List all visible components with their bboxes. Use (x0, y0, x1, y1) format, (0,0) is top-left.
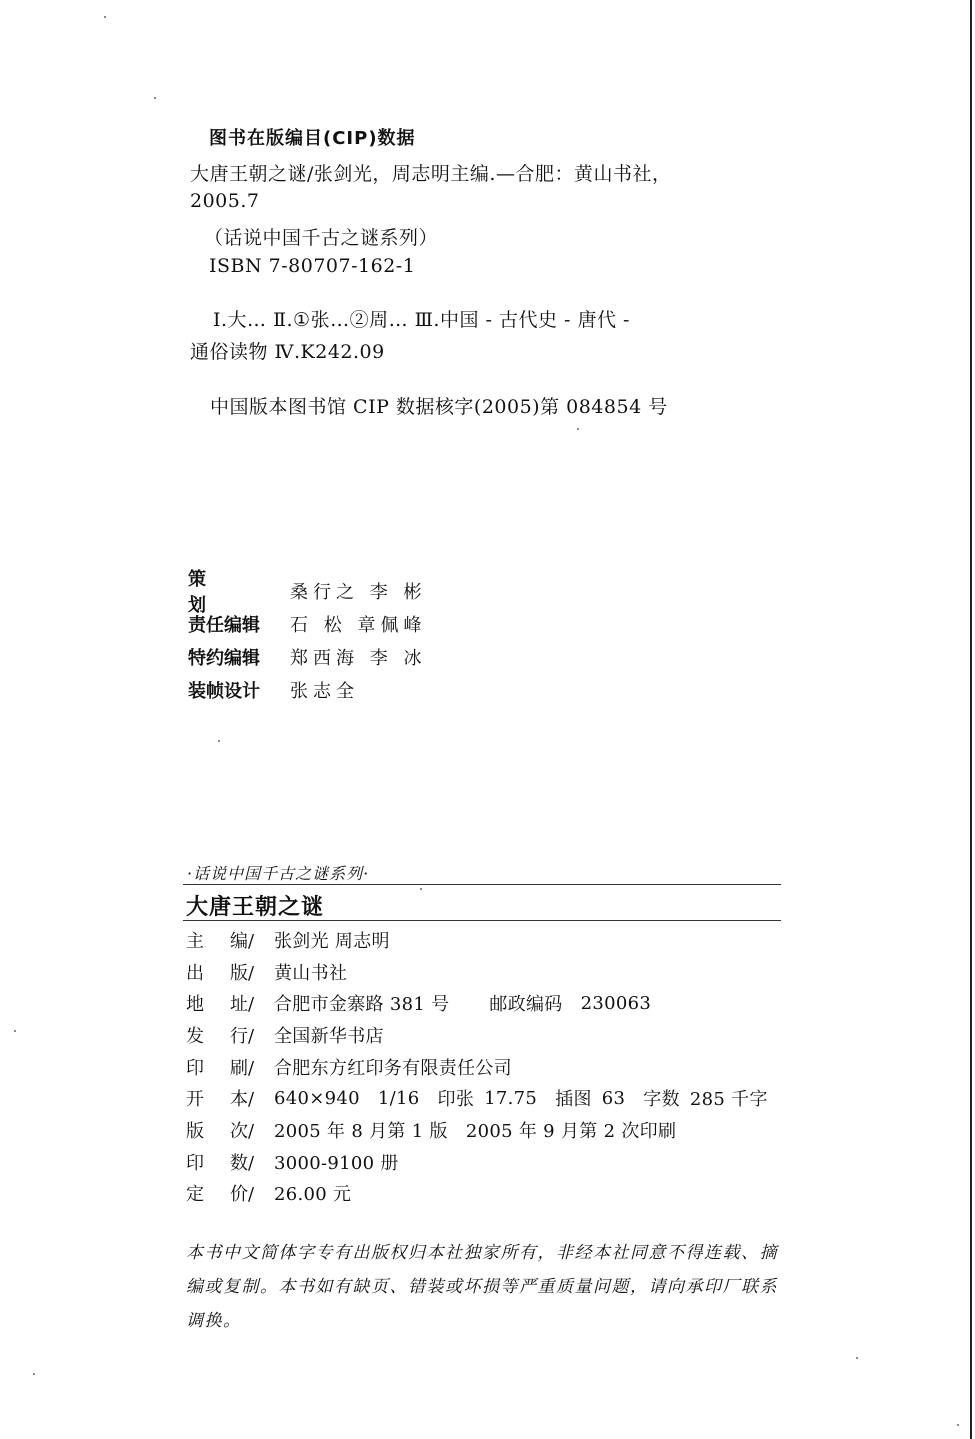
pub-value: 黄山书社 (274, 962, 348, 984)
credits-block (188, 568, 427, 706)
pub-row-editor (186, 924, 768, 956)
pub-value: 合肥东方红印务有限责任公司 (274, 1057, 512, 1079)
pub-label: 印 (186, 1152, 204, 1174)
pub-label: 数/ (230, 1152, 255, 1174)
cip-verification: 中国版本图书馆 CIP 数据核字(2005)第 084854 号 (210, 396, 668, 418)
pub-label: 开 (186, 1089, 204, 1111)
scan-speck (577, 428, 579, 430)
illus-label: 插图 (555, 1089, 592, 1111)
series-line: ·话说中国千古之谜系列· (187, 864, 370, 883)
pub-label: 行/ (230, 1025, 255, 1047)
scan-speck (104, 16, 106, 18)
scan-speck (14, 1030, 16, 1032)
credit-value: 桑行之 李 彬 (290, 581, 427, 603)
scan-speck (33, 1373, 35, 1375)
cip-title: 图书在版编目(CIP)数据 (209, 128, 416, 149)
scan-speck (856, 1357, 858, 1359)
pub-label: 刷/ (230, 1057, 255, 1079)
pub-row-edition (186, 1114, 768, 1146)
pub-label: 地 (186, 994, 204, 1016)
pub-label: 出 (186, 962, 204, 984)
publication-info (186, 924, 768, 1209)
cip-entry-line2: 2005.7 (190, 190, 260, 212)
credit-value: 郑西海 李 冰 (290, 647, 427, 669)
credit-label: 责任编辑 (188, 614, 260, 636)
pub-label: 印 (186, 1057, 204, 1079)
cip-subject-line1: Ⅰ.大… Ⅱ.①张…②周… Ⅲ.中国 - 古代史 - 唐代 - (213, 309, 630, 331)
pub-label: 版/ (230, 962, 255, 984)
credit-value: 石 松 章佩峰 (290, 614, 427, 636)
pub-value: 3000-9100 册 (274, 1152, 399, 1174)
pub-label: 址/ (230, 994, 255, 1016)
pub-value: 张剑光 周志明 (274, 930, 390, 952)
cip-series-line: （话说中国千古之谜系列） (204, 227, 439, 249)
pub-label: 发 (186, 1025, 204, 1047)
words-value: 285 千字 (689, 1089, 768, 1111)
pub-row-run (186, 1146, 768, 1178)
scan-speck (957, 1424, 959, 1426)
copyright-notice: 本书中文简体字专有出版权归本社独家所有，非经本社同意不得连载、摘编或复制。本书如有缺页、错装或坏损等严重质量问题，请向承印厂联系调换。 (186, 1243, 778, 1331)
credit-label: 特约编辑 (188, 647, 260, 669)
divider-bottom (183, 920, 781, 921)
sheets-value: 17.75 (484, 1087, 538, 1109)
credit-row (188, 607, 426, 640)
scan-speck (420, 888, 422, 890)
credit-row (188, 568, 427, 616)
cip-isbn: ISBN 7-80707-162-1 (209, 255, 416, 277)
pub-row-publisher (186, 956, 768, 988)
pub-label: 价/ (230, 1184, 255, 1206)
postal-code: 230063 (580, 992, 652, 1014)
pub-label: 编/ (230, 930, 255, 952)
pub-label: 定 (186, 1184, 204, 1206)
scan-speck (154, 97, 156, 99)
pub-row-address (186, 987, 768, 1019)
pub-value: 26.00 元 (274, 1184, 352, 1206)
credit-value: 张志全 (290, 680, 359, 702)
postal-label: 邮政编码 (489, 994, 563, 1016)
words-label: 字数 (643, 1089, 680, 1111)
pub-label: 次/ (230, 1120, 255, 1142)
credit-row (188, 673, 426, 706)
printing-value: 2005 年 9 月第 2 次印刷 (465, 1120, 677, 1142)
cip-entry-line1: 大唐王朝之谜/张剑光，周志明主编.—合肥：黄山书社， (190, 163, 672, 185)
cip-subject-line2: 通俗读物 Ⅳ.K242.09 (190, 341, 385, 363)
pub-label: 主 (186, 930, 204, 952)
format-fold: 1/16 (377, 1087, 420, 1109)
pub-label: 版 (186, 1120, 204, 1142)
pub-label: 本/ (230, 1089, 255, 1111)
pub-row-printer (186, 1051, 768, 1083)
illus-value: 63 (601, 1087, 626, 1109)
scan-speck (218, 740, 220, 742)
pub-value: 全国新华书店 (274, 1025, 384, 1047)
book-title: 大唐王朝之谜 (186, 895, 325, 920)
pub-row-format (186, 1082, 768, 1114)
format-size: 640×940 (274, 1087, 360, 1109)
sheets-label: 印张 (437, 1089, 475, 1111)
pub-row-distributor (186, 1019, 768, 1051)
credit-row (188, 640, 426, 673)
edition-value: 2005 年 8 月第 1 版 (274, 1120, 448, 1142)
scan-edge-line (970, 0, 972, 1439)
divider-top (183, 884, 781, 885)
credit-label: 装帧设计 (188, 680, 260, 702)
credit-label: 策划 (188, 568, 250, 616)
pub-value: 合肥市金寨路 381 号 (274, 994, 450, 1016)
pub-row-price (186, 1178, 768, 1210)
